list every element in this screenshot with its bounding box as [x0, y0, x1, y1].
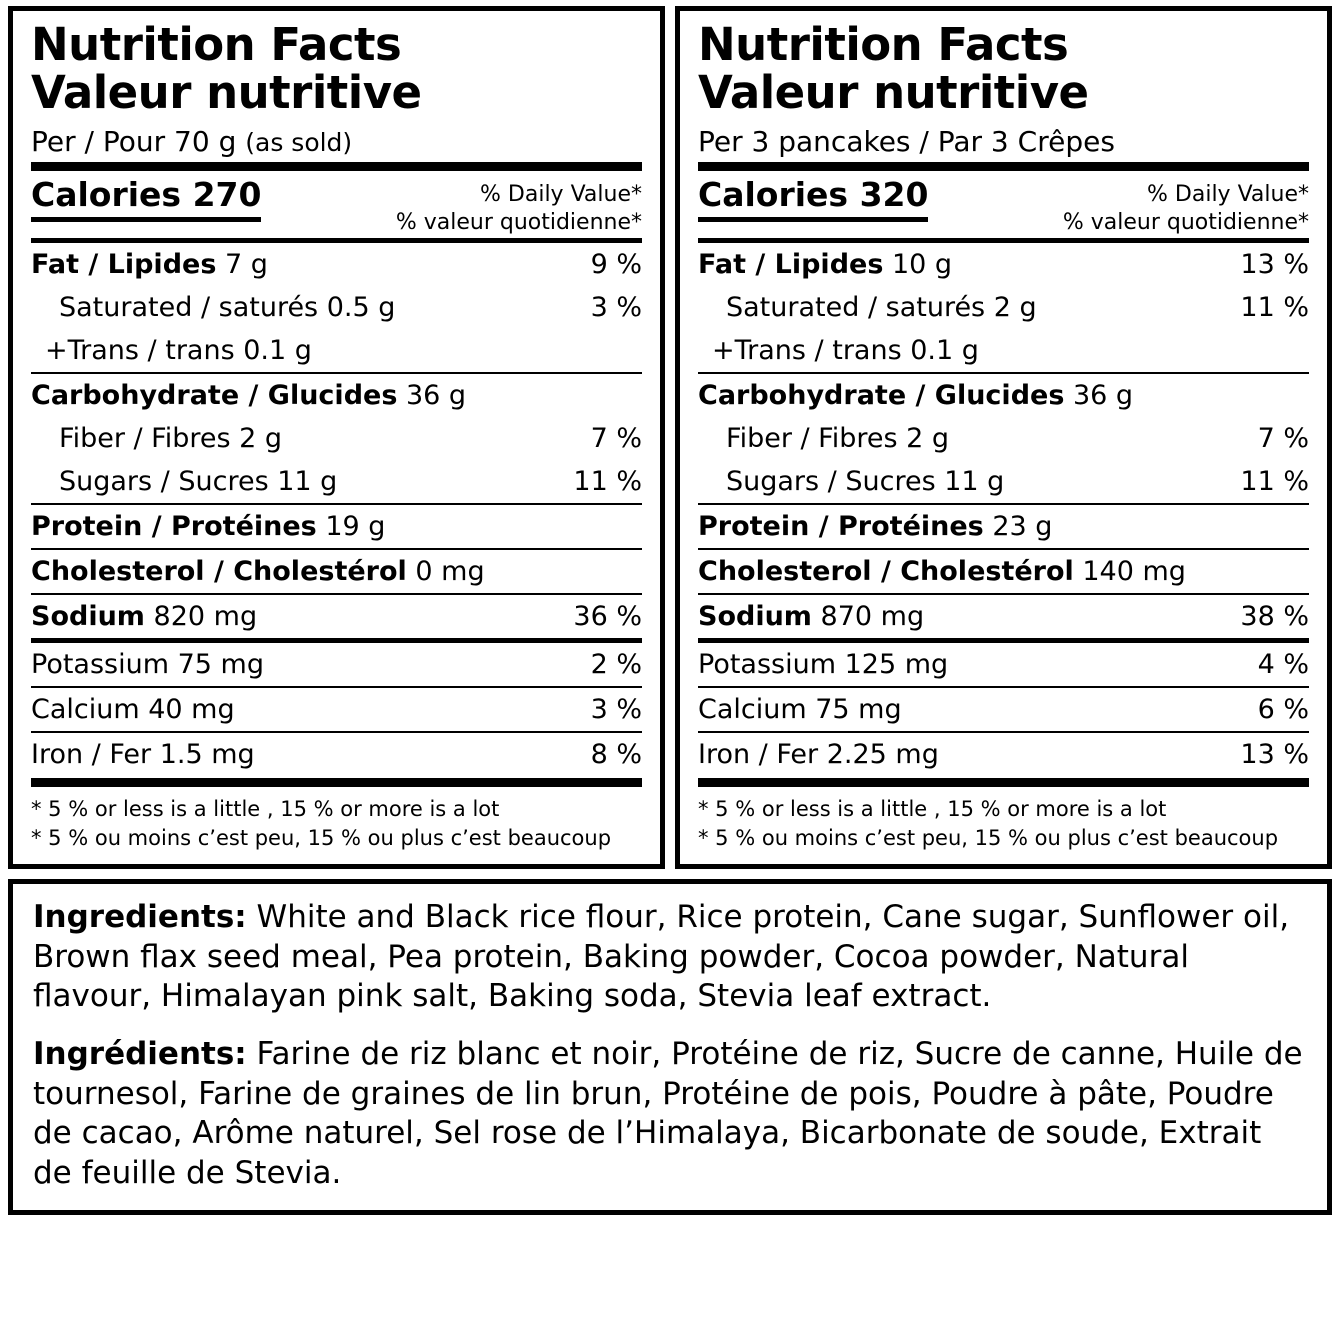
footnote — [698, 787, 1309, 852]
table-row — [698, 732, 1309, 776]
serving-size-note: (as sold) — [245, 128, 353, 158]
nutrient-label — [31, 641, 562, 688]
nutrient-label — [31, 373, 562, 417]
serving-size-main: Per / Pour 70 g — [31, 125, 237, 159]
calories-row — [698, 171, 1309, 238]
nutrient-dv — [1234, 549, 1309, 594]
nutrient-label-bold: Protein / Protéines — [698, 511, 984, 543]
calories-row — [31, 171, 642, 238]
divider-thick-bottom — [31, 778, 642, 787]
nutrient-label-rest: 19 g — [316, 511, 386, 543]
table-row — [698, 687, 1309, 732]
daily-value-label — [1063, 177, 1309, 236]
nutrient-dv: 11 % — [1240, 466, 1309, 498]
table-row — [31, 460, 642, 504]
nutrient-label-rest: +Trans / trans 0.1 g — [45, 335, 312, 367]
table-row — [698, 594, 1309, 641]
nutrient-label-rest: Saturated / saturés 0.5 g — [59, 292, 396, 324]
footnote-fr: * 5 % ou moins c’est peu, 15 % ou plus c’est beaucoup — [31, 825, 612, 850]
ingredients-en — [33, 898, 1307, 1017]
nutrient-label-bold: Protein / Protéines — [31, 511, 317, 543]
nutrient-label-bold: Cholesterol / Cholestérol — [698, 556, 1074, 588]
nutrient-dv: 2 % — [562, 641, 642, 688]
nutrient-label-bold: Fat / Lipides — [31, 249, 217, 281]
table-row — [31, 594, 642, 641]
nutrient-dv — [1234, 329, 1309, 373]
nutrient-label — [698, 641, 1234, 688]
nutrient-label-rest: 820 mg — [144, 601, 258, 633]
nutrient-label-rest: 36 g — [397, 380, 467, 412]
nutrient-label-rest: Iron / Fer 2.25 mg — [698, 739, 939, 771]
nutrient-label-rest: Saturated / saturés 2 g — [726, 292, 1037, 324]
nutrition-panels — [8, 6, 1332, 869]
nutrient-label — [31, 732, 562, 776]
table-row — [698, 641, 1309, 688]
panel-title-fr: Valeur nutritive — [31, 66, 422, 120]
nutrient-dv: 4 % — [1234, 641, 1309, 688]
nutrient-dv: 13 % — [1234, 732, 1309, 776]
nutrient-label-bold: Carbohydrate / Glucides — [698, 380, 1065, 412]
nutrient-label-rest: 870 mg — [811, 601, 925, 633]
nutrient-label-rest: +Trans / trans 0.1 g — [712, 335, 979, 367]
table-row — [698, 243, 1309, 286]
nutrient-label — [698, 732, 1234, 776]
nutrient-dv — [562, 549, 642, 594]
panel-title — [698, 18, 1309, 120]
nutrient-dv: 3 % — [562, 687, 642, 732]
nutrient-label — [31, 504, 562, 549]
nutrient-label-rest: Iron / Fer 1.5 mg — [31, 739, 255, 771]
nutrient-label-rest: 140 mg — [1073, 556, 1186, 588]
table-row — [31, 243, 642, 286]
nutrient-label-rest: 0 mg — [406, 556, 485, 588]
nutrient-label — [698, 549, 1234, 594]
nutrient-dv: 9 % — [590, 249, 642, 281]
nutrient-label — [698, 286, 1234, 329]
nutrient-label-rest: Fiber / Fibres 2 g — [59, 423, 283, 455]
nutrient-dv — [562, 329, 642, 373]
table-row — [31, 417, 642, 460]
daily-value-label-en: % Daily Value* — [1147, 182, 1309, 208]
nutrient-label — [698, 329, 1234, 373]
nutrient-label — [31, 417, 562, 460]
daily-value-label-fr: % valeur quotidienne* — [1062, 209, 1309, 235]
nutrient-dv — [562, 504, 642, 549]
nutrient-label — [31, 243, 562, 286]
footnote-fr: * 5 % ou moins c’est peu, 15 % ou plus c’est beaucoup — [698, 825, 1279, 850]
nutrient-label-bold: Fat / Lipides — [698, 249, 884, 281]
panel-title-en: Nutrition Facts — [698, 18, 1069, 71]
nutrient-label-rest: Potassium 75 mg — [31, 649, 264, 681]
nutrient-dv: 6 % — [1234, 687, 1309, 732]
nutrient-label — [31, 329, 562, 373]
divider-thick-top — [31, 162, 642, 171]
nutrient-label — [698, 594, 1234, 641]
nutrient-label — [698, 460, 1234, 504]
ingredients-box — [8, 879, 1332, 1215]
calories-value: Calories 320 — [698, 177, 928, 221]
table-row — [31, 687, 642, 732]
panel-title-en: Nutrition Facts — [31, 18, 402, 71]
panel-title — [31, 18, 642, 120]
ingredients-en-header: Ingredients: — [33, 898, 247, 935]
table-row — [31, 732, 642, 776]
divider-thick-top — [698, 162, 1309, 171]
serving-size — [31, 125, 642, 158]
nutrient-dv: 11 % — [573, 466, 642, 498]
nutrient-label — [31, 286, 562, 329]
nutrient-dv: 7 % — [590, 423, 642, 455]
nutrient-dv: 13 % — [1240, 249, 1309, 281]
table-row — [31, 286, 642, 329]
nutrition-facts-panel-prepared — [675, 6, 1332, 869]
daily-value-label-en: % Daily Value* — [480, 182, 642, 208]
table-row — [698, 329, 1309, 373]
nutrient-label — [698, 243, 1234, 286]
nutrient-label-bold: Sodium — [31, 601, 145, 633]
table-row — [698, 549, 1309, 594]
nutrient-table — [31, 243, 642, 776]
nutrient-table — [698, 243, 1309, 776]
nutrient-label-bold: Cholesterol / Cholestérol — [31, 556, 407, 588]
nutrient-label-rest: 10 g — [883, 249, 953, 281]
nutrient-dv: 3 % — [590, 292, 642, 324]
nutrient-label-rest: Fiber / Fibres 2 g — [726, 423, 950, 455]
nutrient-label-bold: Carbohydrate / Glucides — [31, 380, 398, 412]
table-row — [31, 641, 642, 688]
nutrient-dv — [1234, 373, 1309, 417]
nutrient-label — [31, 687, 562, 732]
nutrient-label-rest: 36 g — [1064, 380, 1134, 412]
nutrient-label-bold: Sodium — [698, 601, 812, 633]
nutrient-dv: 8 % — [562, 732, 642, 776]
footnote-en: * 5 % or less is a little , 15 % or more is a lot — [31, 797, 500, 822]
nutrient-label-rest: Calcium 75 mg — [698, 694, 902, 726]
ingredients-fr — [33, 1035, 1307, 1194]
table-row — [698, 504, 1309, 549]
nutrient-label — [698, 687, 1234, 732]
nutrient-label-rest: Calcium 40 mg — [31, 694, 235, 726]
nutrient-dv: 11 % — [1240, 292, 1309, 324]
calories-value: Calories 270 — [31, 177, 261, 221]
ingredients-fr-text: Farine de riz blanc et noir, Protéine de riz, Sucre de canne, Huile de tournesol, Farine de graines de lin brun, Protéine de pois, Poudre à pâte, Poudre de cacao, Arôme naturel, Sel rose de l’Himalaya, Bicarbonate de soude, Extrait de feuille de Stevia. — [33, 1035, 1303, 1191]
table-row — [31, 549, 642, 594]
panel-title-fr: Valeur nutritive — [698, 66, 1089, 120]
nutrient-label-rest: 7 g — [216, 249, 268, 281]
nutrient-table-body — [698, 243, 1309, 776]
table-row — [31, 504, 642, 549]
ingredients-en-text: White and Black rice flour, Rice protein, Cane sugar, Sunflower oil, Brown flax seed meal, Pea protein, Baking powder, Cocoa powder, Natural flavour, Himalayan pink salt, Baking soda, Stevia leaf extract. — [33, 898, 1290, 1015]
serving-size — [698, 125, 1309, 158]
table-row — [31, 373, 642, 417]
nutrient-label — [698, 504, 1234, 549]
nutrition-facts-panel-as-sold — [8, 6, 665, 869]
nutrient-dv: 7 % — [1257, 423, 1309, 455]
table-row — [698, 373, 1309, 417]
ingredients-fr-header: Ingrédients: — [33, 1035, 247, 1072]
nutrient-label-rest: Potassium 125 mg — [698, 649, 949, 681]
nutrient-label — [31, 594, 562, 641]
nutrient-label — [31, 460, 562, 504]
nutrient-label — [698, 417, 1234, 460]
daily-value-label-fr: % valeur quotidienne* — [395, 209, 642, 235]
daily-value-label — [396, 177, 642, 236]
nutrient-label — [698, 373, 1234, 417]
footnote-en: * 5 % or less is a little , 15 % or more is a lot — [698, 797, 1167, 822]
nutrient-table-body — [31, 243, 642, 776]
nutrient-label — [31, 549, 562, 594]
nutrient-dv: 36 % — [562, 594, 642, 641]
divider-thick-bottom — [698, 778, 1309, 787]
table-row — [698, 417, 1309, 460]
nutrient-label-rest: Sugars / Sucres 11 g — [726, 466, 1005, 498]
serving-size-main: Per 3 pancakes / Par 3 Crêpes — [698, 125, 1115, 159]
nutrient-label-rest: Sugars / Sucres 11 g — [59, 466, 338, 498]
footnote — [31, 787, 642, 852]
nutrient-dv: 38 % — [1234, 594, 1309, 641]
nutrient-label-rest: 23 g — [983, 511, 1053, 543]
table-row — [698, 460, 1309, 504]
table-row — [31, 329, 642, 373]
nutrient-dv — [562, 373, 642, 417]
nutrient-dv — [1234, 504, 1309, 549]
table-row — [698, 286, 1309, 329]
